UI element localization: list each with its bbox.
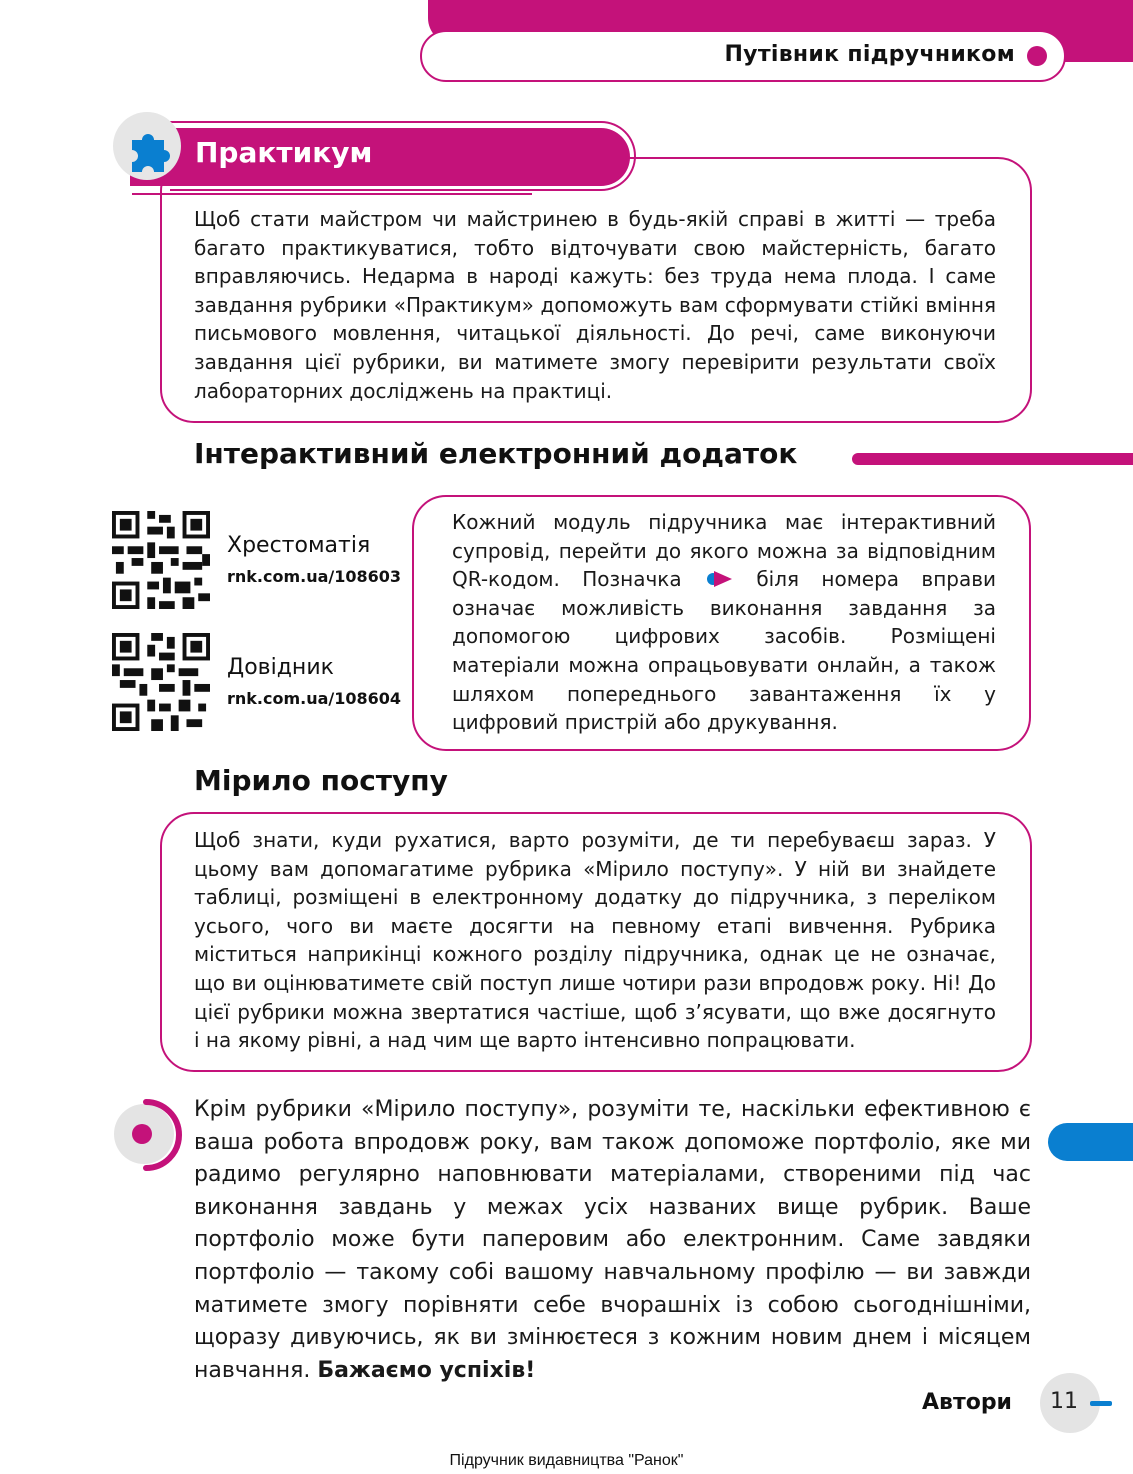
qr-code-icon[interactable] bbox=[112, 511, 210, 609]
publisher-footer: Підручник видавництва "Ранок" bbox=[449, 1452, 684, 1469]
page-number: 11 bbox=[1050, 1389, 1078, 1414]
practicum-title: Практикум bbox=[195, 136, 373, 169]
qr-url-link[interactable]: rnk.com.ua/108604 bbox=[227, 689, 402, 708]
qr-url-link[interactable]: rnk.com.ua/108603 bbox=[227, 567, 402, 586]
practicum-underline bbox=[132, 193, 532, 195]
digital-task-marker-icon bbox=[704, 569, 734, 589]
page-number-dash bbox=[1090, 1401, 1112, 1406]
practicum-text: Щоб стати майстром чи майстринею в будь-якій справі в житті — треба багато практикуватися, тобто відточувати свою майстерність, багато вправляючись. Недарма в народі кажуть: без труда нема плода. І саме завдання рубрики «Практикум» допоможуть вам сформувати стійкі вміння письмового мовлення, читацької діяльності. До речі, саме виконуючи завдання цієї рубрики, ви матимете змогу перевірити результати своїх лабораторних досліджень на практиці. bbox=[194, 207, 996, 403]
interactive-title-line bbox=[852, 453, 1133, 465]
qr-label: Хрестоматія bbox=[227, 533, 371, 558]
puzzle-icon bbox=[122, 128, 178, 180]
interactive-title: Інтерактивний електронний додаток bbox=[194, 437, 798, 470]
qr-code-icon[interactable] bbox=[112, 633, 210, 731]
progress-title: Мірило поступу bbox=[194, 764, 448, 797]
interactive-text-part1: Кожний модуль підручника має інтерактивний супровід, перейти до якого можна за відповідним QR-кодом. Позначка bbox=[452, 510, 996, 592]
header-title: Путівник підручником bbox=[724, 42, 1015, 67]
bullet-circle-icon bbox=[112, 1098, 192, 1174]
closing-paragraph: Крім рубрики «Мірило поступу», розуміти те, наскільки ефективною є ваша робота впродовж року, вам також допоможе портфоліо, яке ми радимо регулярно наповнювати матеріалами, створеними під час виконання завдань у межах усіх названих вище рубрик. Ваше портфоліо може бути паперовим або електронним. Саме завдяки портфоліо — такому собі вашому навчальному профілю — ви завжди матимете змогу порівняти себе вчорашніх із собою сьогоднішніми, щоразу дивуючись, як ви змінюєтеся з кожним новим днем і місяцем навчання. bbox=[194, 1097, 1031, 1383]
qr-label: Довідник bbox=[227, 655, 334, 680]
blue-side-tab bbox=[1048, 1123, 1133, 1161]
closing-wish: Бажаємо успіхів! bbox=[317, 1357, 536, 1383]
progress-text: Щоб знати, куди рухатися, варто розуміти, де ти перебуваєш зараз. У цьому вам допомагатиме рубрика «Мірило поступу». У ній ви знайдете таблиці, розміщені в електронному додатку до підручника, з переліком усього, чого ви маєте досягти на певному етапі вивчення. Рубрика міститься наприкінці кожного розділу підручника, однак це не означає, що ви оцінюватимете свій поступ лише чотири рази впродовж року. Ні! До цієї рубрики можна звертатися частіше, щоб з’ясувати, що вже досягнуто і на якому рівні, а над чим ще варто інтенсивно попрацювати. bbox=[194, 828, 996, 1053]
interactive-text-part2: біля номера вправи означає можливість виконання завдання за допомогою цифрових засобів. Розміщені матеріали можна опрацьовувати онлайн, а також шляхом попереднього завантаження їх у цифровий пристрій або друкування. bbox=[452, 567, 997, 735]
closing-text bbox=[194, 1094, 1031, 1387]
interactive-text bbox=[452, 508, 996, 737]
authors-signature: Автори bbox=[922, 1390, 1012, 1415]
header-dot-icon bbox=[1027, 46, 1047, 66]
